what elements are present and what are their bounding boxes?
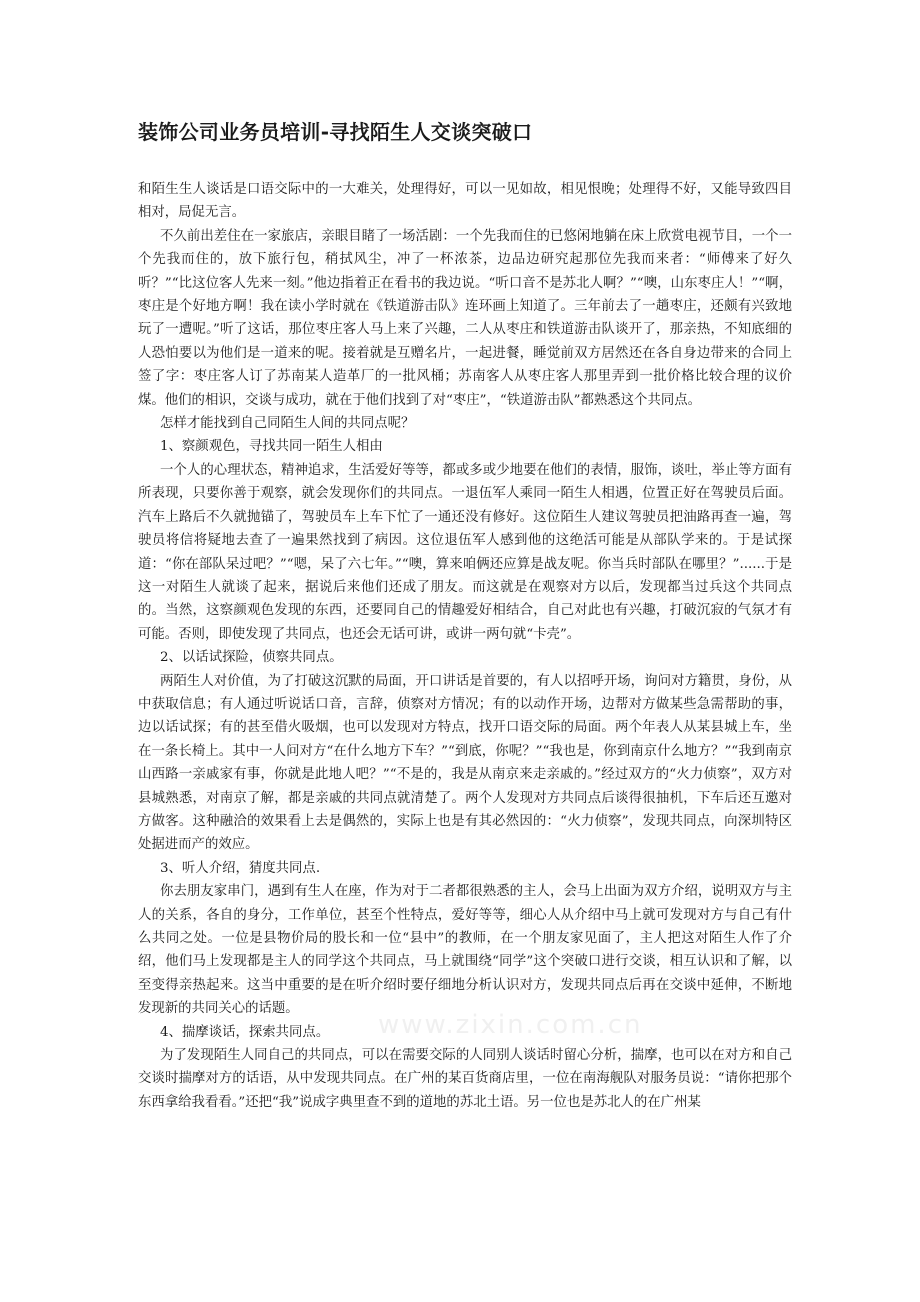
document-page: [138, 118, 792, 1114]
document-title: 装饰公司业务员培训-寻找陌生人交谈突破口: [138, 120, 533, 144]
paragraph: 两陌生人对价值，为了打破这沉默的局面，开口讲话是首要的，有人以招呼开场，询问对方籍贯，身份，从中获取信息；有人通过听说话口音，言辞，侦察对方情况；有的以动作开场，边帮对方做某些急需帮助的事，边以话试探；有的甚至借火吸烟，也可以发现对方特点，找开口语交际的局面。两个年表人从某县城上车，坐在一条长椅上。其中一人问对方“在什么地方下车？”“到底，你呢？”“我也是，你到南京什么地方？”“我到南京山西路一亲戚家有事，你就是此地人吧？”“不是的，我是从南京来走亲戚的。”经过双方的“火力侦察”，双方对县城熟悉，对南京了解，都是亲戚的共同点就清楚了。两个人发现对方共同点后谈得很抽机，下车后还互邀对方做客。这种融洽的效果看上去是偶然的，实际上也是有其必然因的：“火力侦察”，发现共同点，向深圳特区处据进而产的效应。: [138, 673, 792, 853]
section-heading: 4、揣摩谈话，探索共同点。: [160, 1024, 330, 1040]
paragraph: 为了发现陌生人同自己的共同点，可以在需要交际的人同别人谈话时留心分析，揣摩，也可以在对方和自己交谈时揣摩对方的话语，从中发现共同点。在广州的某百货商店里，一位在南海舰队对服务员说：“请你把那个东西拿给我看看。”还把“我”说成字典里查不到的道地的苏北土语。另一位也是苏北人的在广州某: [138, 1048, 792, 1110]
section-heading: 2、以话试探险，侦察共同点。: [160, 650, 343, 666]
paragraph: 你去朋友家串门，遇到有生人在座，作为对于二者都很熟悉的主人，会马上出面为双方介绍，说明双方与主人的关系，各自的身分，工作单位，甚至个性特点，爱好等等，细心人从介绍中马上就可发现对方与自己有什么共同之处。一位是县物价局的股长和一位“县中”的教师，在一个朋友家见面了，主人把这对陌生人作了介绍，他们马上发现都是主人的同学这个共同点，马上就围绕“同学”这个突破口进行交谈，相互认识和了解，以至变得亲热起来。这当中重要的是在听介绍时要仔细地分析认识对方，发现共同点后再在交谈中延伸，不断地发现新的共同关心的话题。: [138, 884, 792, 1017]
document-body: [138, 178, 792, 1114]
paragraph: 不久前出差住在一家旅店，亲眼目睹了一场活剧：一个先我而住的已悠闲地躺在床上欣赏电视节目，一个一个先我而住的，放下旅行包，稍拭风尘，冲了一杯浓茶，边品边研究起那位先我而来者：“师傅来了好久听？”“比这位客人先来一刻。”他边指着正在看书的我边说。“听口音不是苏北人啊？”“噢，山东枣庄人！”“啊，枣庄是个好地方啊！我在读小学时就在《铁道游击队》连环画上知道了。三年前去了一趟枣庄，还颇有兴致地玩了一遭呢。”听了这话，那位枣庄客人马上来了兴趣，二人从枣庄和铁道游击队谈开了，那亲热，不知底细的人恐怕要以为他们是一道来的呢。接着就是互赠名片，一起进餐，睡觉前双方居然还在各自身边带来的合同上签了字：枣庄客人订了苏南某人造革厂的一批风桶；苏南客人从枣庄客人那里弄到一批价格比较合理的议价煤。他们的相识，交谈与成功，就在于他们找到了对“枣庄”，“铁道游击队”都熟悉这个共同点。: [138, 228, 792, 408]
paragraph: 一个人的心理状态，精神追求，生活爱好等等，都或多或少地要在他们的表情，服饰，谈吐，举止等方面有所表现，只要你善于观察，就会发现你们的共同点。一退伍军人乘同一陌生人相遇，位置正好在驾驶员后面。汽车上路后不久就抛锚了，驾驶员车上车下忙了一通还没有修好。这位陌生人建议驾驶员把油路再查一遍，驾驶员将信将疑地去查了一遍果然找到了病因。这位退伍军人感到他的这绝活可能是从部队学来的。于是试探道：“你在部队呆过吧？”“嗯，呆了六七年。”“噢，算来咱俩还应算是战友呢。你当兵时部队在哪里？”......于是这一对陌生人就谈了起来，据说后来他们还成了朋友。而这就是在观察对方以后，发现都当过兵这个共同点的。当然，这察颜观色发现的东西，还要同自己的情趣爱好相结合，自己对此也有兴趣，打破沉寂的气氛才有可能。否则，即使发现了共同点，也还会无话可讲，或讲一两句就“卡壳”。: [138, 462, 792, 642]
section-heading: 3、听人介绍，猜度共同点.: [160, 860, 321, 876]
watermark: www.zixin.com.cn: [378, 1010, 643, 1040]
section-heading: 1、察颜观色，寻找共同一陌生人相由: [160, 439, 383, 455]
paragraph: 和陌生生人谈话是口语交际中的一大难关，处理得好，可以一见如故，相见恨晚；处理得不好，又能导致四目相对，局促无言。: [138, 182, 792, 221]
paragraph: 怎样才能找到自己同陌生人间的共同点呢？: [160, 416, 415, 432]
